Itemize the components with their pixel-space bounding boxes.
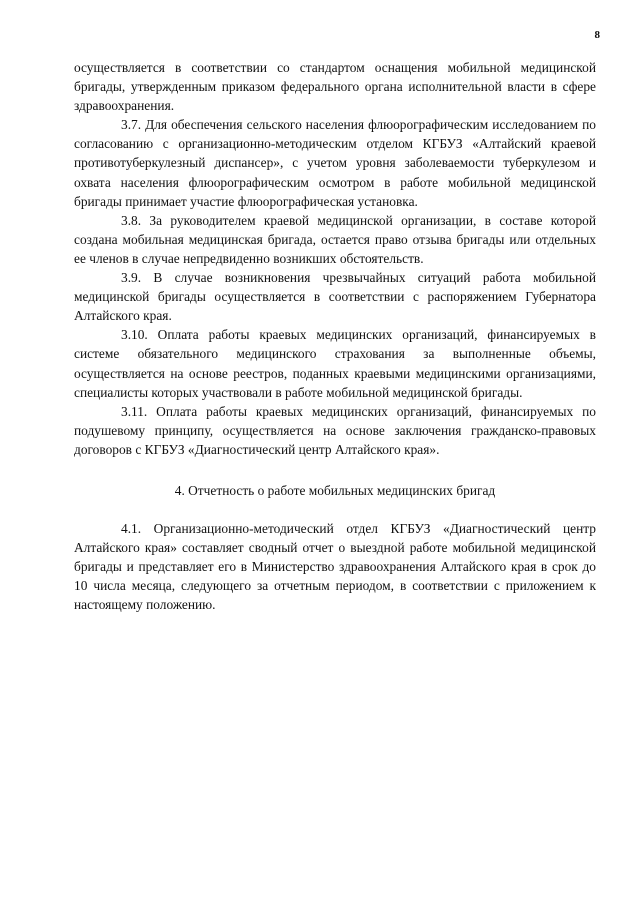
document-body: [74, 58, 596, 615]
paragraph-4-1: 4.1. Организационно-методический отдел КГБУЗ «Диагностический центр Алтайского края» составляет сводный отчет о выездной работе мобильной медицинской бригады и представляет его в Министерство здравоохранения Алтайского края в срок до 10 числа месяца, следующего за отчетным периодом, в соответствии с приложением к настоящему положению.: [74, 521, 596, 613]
paragraph-3-7: 3.7. Для обеспечения сельского населения флюорографическим исследованием по согласованию с организационно-методическим отделом КГБУЗ «Алтайский краевой противотуберкулезный диспансер», с учетом уровня заболеваемости туберкулезом и охвата населения флюорографическим осмотром в работе мобильной медицинской бригады принимает участие флюорографическая установка.: [74, 117, 596, 209]
paragraph-3-8: 3.8. За руководителем краевой медицинской организации, в составе которой создана мобильная медицинская бригада, остается право отзыва бригады или отдельных ее членов в случае непредвиденно возникших обстоятельств.: [74, 212, 596, 266]
section-4-heading: 4. Отчетность о работе мобильных медицинских бригад: [174, 482, 496, 498]
paragraph-3-11: 3.11. Оплата работы краевых медицинских организаций, финансируемых по подушевому принципу, осуществляется на основе заключения гражданско-правовых договоров с КГБУЗ «Диагностический центр Алтайского края».: [74, 403, 596, 457]
paragraph-continuation: осуществляется в соответствии со стандартом оснащения мобильной медицинской бригады, утвержденным приказом федерального органа исполнительной власти в сфере здравоохранения.: [74, 60, 596, 114]
paragraph-3-9: 3.9. В случае возникновения чрезвычайных ситуаций работа мобильной медицинской бригады осуществляется в соответствии с распоряжением Губернатора Алтайского края.: [74, 270, 596, 324]
paragraph-3-10: 3.10. Оплата работы краевых медицинских организаций, финансируемых в системе обязательного медицинского страхования за выполненные объемы, осуществляется на основе реестров, поданных краевыми медицинскими организациями, специалисты которых участвовали в работе мобильной медицинской бригады.: [74, 327, 596, 400]
page-number: 8: [594, 29, 600, 41]
